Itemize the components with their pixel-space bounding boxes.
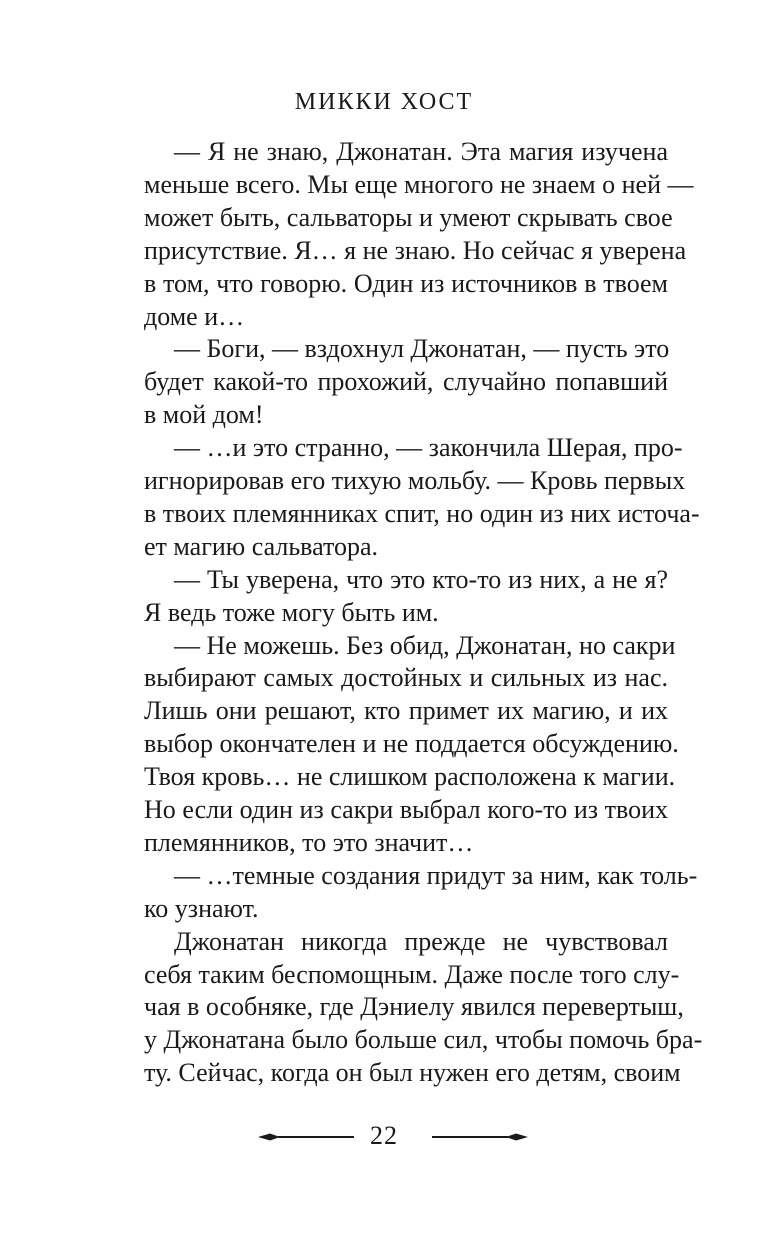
body-line — [144, 892, 668, 925]
text-line: себя таким беспомощным. Даже после того слу- — [144, 959, 680, 989]
body-line — [144, 563, 668, 596]
body-line — [144, 727, 679, 760]
body-line — [144, 958, 680, 991]
text-line: ет магию сальватора. — [144, 531, 379, 561]
text-line: — Не можешь. Без обид, Джонатан, но сакри — [174, 630, 676, 660]
body-line — [144, 990, 684, 1023]
body-line — [144, 760, 676, 793]
body-line — [144, 629, 676, 662]
body-line — [144, 793, 668, 826]
body-line — [144, 694, 668, 727]
body-line — [144, 464, 686, 497]
body-line — [144, 234, 687, 267]
text-line: в мой дом! — [144, 400, 264, 430]
text-line: игнорировав его тихую мольбу. — Кровь первых — [144, 466, 686, 495]
text-line: — Я не знаю, Джонатан. Эта магия изучена — [174, 137, 668, 166]
text-line: у Джонатана было больше сил, чтобы помочь бра- — [144, 1025, 703, 1055]
text-line: выбор окончателен и не поддается обсуждению. — [144, 729, 679, 759]
body-line — [144, 859, 698, 892]
body-line — [144, 135, 668, 168]
text-line: племянников, то это значит… — [144, 827, 474, 857]
text-line: ко узнают. — [144, 893, 259, 923]
text-line: — …и это странно, — закончила Шерая, про- — [174, 433, 683, 463]
text-line: — …темные создания придут за ним, как толь- — [174, 860, 698, 890]
text-line: — Боги, — вздохнул Джонатан, — пусть это — [174, 334, 670, 364]
body-line — [144, 925, 668, 958]
body-line — [144, 365, 668, 398]
text-line: выбирают самых достойных и сильных из нас. — [144, 663, 668, 693]
text-line: Джонатан никогда прежде не чувствовал — [174, 926, 668, 956]
body-line — [144, 596, 668, 629]
body-line — [144, 168, 694, 201]
text-line: может быть, сальваторы и умеют скрывать свое — [144, 202, 673, 232]
left-ornament-icon — [258, 1130, 354, 1144]
text-line: присутствие. Я… я не знаю. Но сейчас я уверена — [144, 235, 687, 265]
text-line: Лишь они решают, кто примет их магию, и их — [144, 696, 668, 726]
running-header: МИККИ ХОСТ — [294, 89, 474, 115]
body-line — [144, 826, 668, 859]
body-line — [144, 201, 673, 234]
body-line — [144, 497, 700, 530]
text-line: в твоих племянниках спит, но один из них источа- — [144, 498, 700, 528]
right-ornament-icon — [432, 1130, 528, 1144]
page-footer — [0, 1120, 768, 1160]
body-line — [144, 1056, 681, 1089]
body-line — [144, 300, 668, 333]
text-line: Но если один из сакри выбрал кого-то из твоих — [144, 795, 668, 824]
body-line — [144, 431, 683, 464]
body-line — [144, 332, 668, 365]
body-line — [144, 661, 668, 694]
text-line: Я ведь тоже могу быть им. — [144, 597, 439, 627]
body-line — [144, 1023, 703, 1056]
text-line: чая в особняке, где Дэниелу явился перевертыш, — [144, 992, 684, 1022]
text-line: в том, что говорю. Один из источников в твоем — [144, 268, 668, 298]
body-line — [144, 398, 668, 431]
text-line: будет какой-то прохожий, случайно попавший — [144, 367, 668, 397]
text-line: Твоя кровь… не слишком расположена к магии. — [144, 762, 676, 792]
page-number: 22 — [370, 1121, 398, 1150]
text-line: доме и… — [144, 301, 245, 331]
text-line: ту. Сейчас, когда он был нужен его детям, своим — [144, 1058, 681, 1088]
body-line — [144, 267, 668, 300]
body-line — [144, 530, 668, 563]
text-line: — Ты уверена, что это кто-то из них, а не я? — [174, 564, 668, 594]
text-line: меньше всего. Мы еще многого не знаем о ней — — [144, 169, 694, 199]
